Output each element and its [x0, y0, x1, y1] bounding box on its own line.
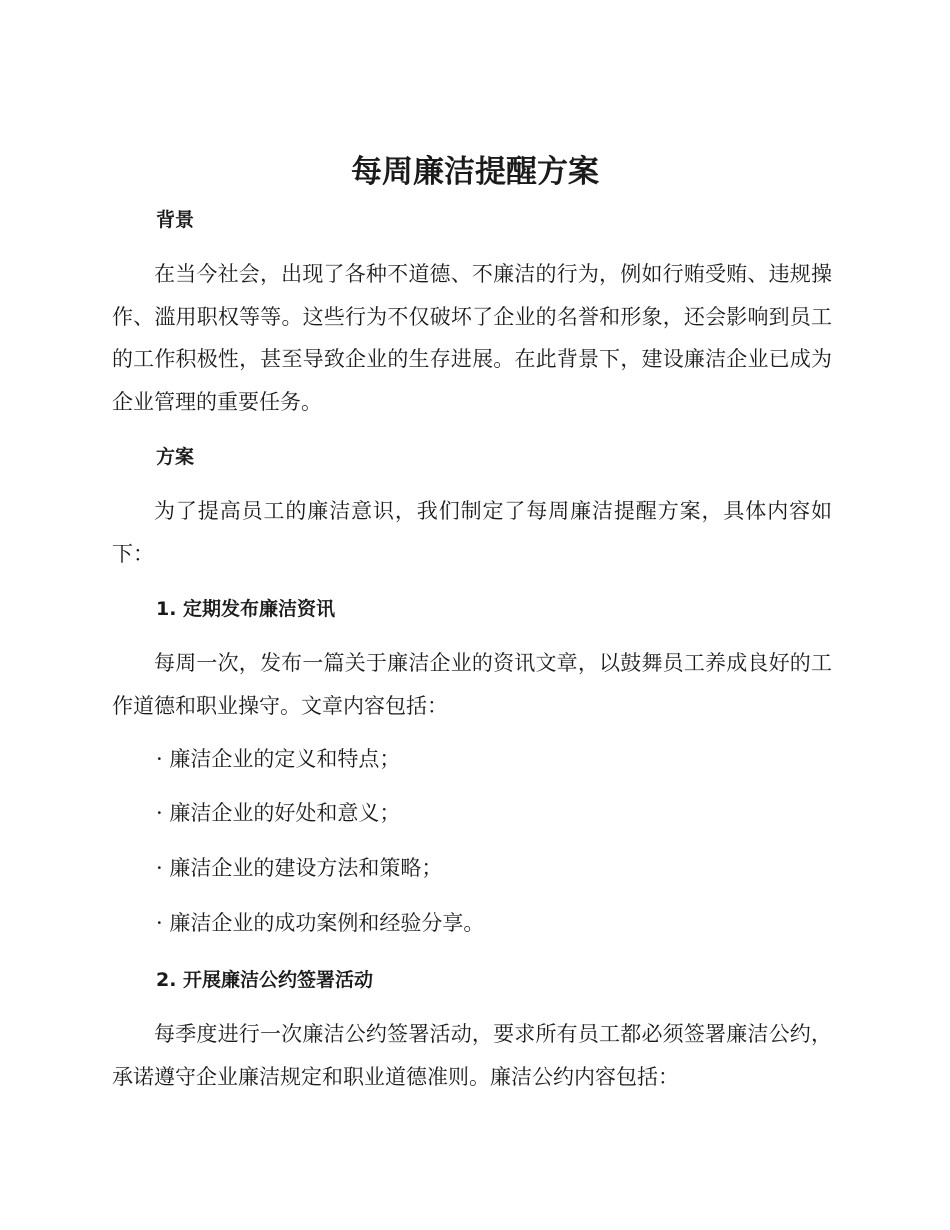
bullet-item: · 廉洁企业的成功案例和经验分享。 [156, 911, 485, 935]
section-heading-plan: 方案 [156, 446, 195, 468]
subheading-item-1: 1. 定期发布廉洁资讯 [156, 598, 336, 620]
section-heading-background: 背景 [156, 209, 195, 231]
background-paragraph: 在当今社会，出现了各种不道德、不廉洁的行为，例如行贿受贿、违规操作、滥用职权等等。这些行为不仅破坏了企业的名誉和形象，还会影响到员工的工作积极性，甚至导致企业的生存进展。在此背景下，建设廉洁企业已成为企业管理的重要任务。 [112, 262, 832, 414]
subheading-item-2: 2. 开展廉洁公约签署活动 [156, 969, 374, 991]
bullet-item: · 廉洁企业的好处和意义； [156, 801, 401, 825]
bullet-item: · 廉洁企业的建设方法和策略； [156, 856, 443, 880]
bullet-item: · 廉洁企业的定义和特点； [156, 747, 401, 771]
item-2-paragraph: 每季度进行一次廉洁公约签署活动，要求所有员工都必须签署廉洁公约，承诺遵守企业廉洁规定和职业道德准则。廉洁公约内容包括： [112, 1022, 832, 1089]
document-title: 每周廉洁提醒方案 [351, 154, 599, 190]
plan-intro-paragraph: 为了提高员工的廉洁意识，我们制定了每周廉洁提醒方案，具体内容如下： [112, 499, 832, 566]
item-1-paragraph: 每周一次，发布一篇关于廉洁企业的资讯文章，以鼓舞员工养成良好的工作道德和职业操守。文章内容包括： [112, 651, 832, 718]
